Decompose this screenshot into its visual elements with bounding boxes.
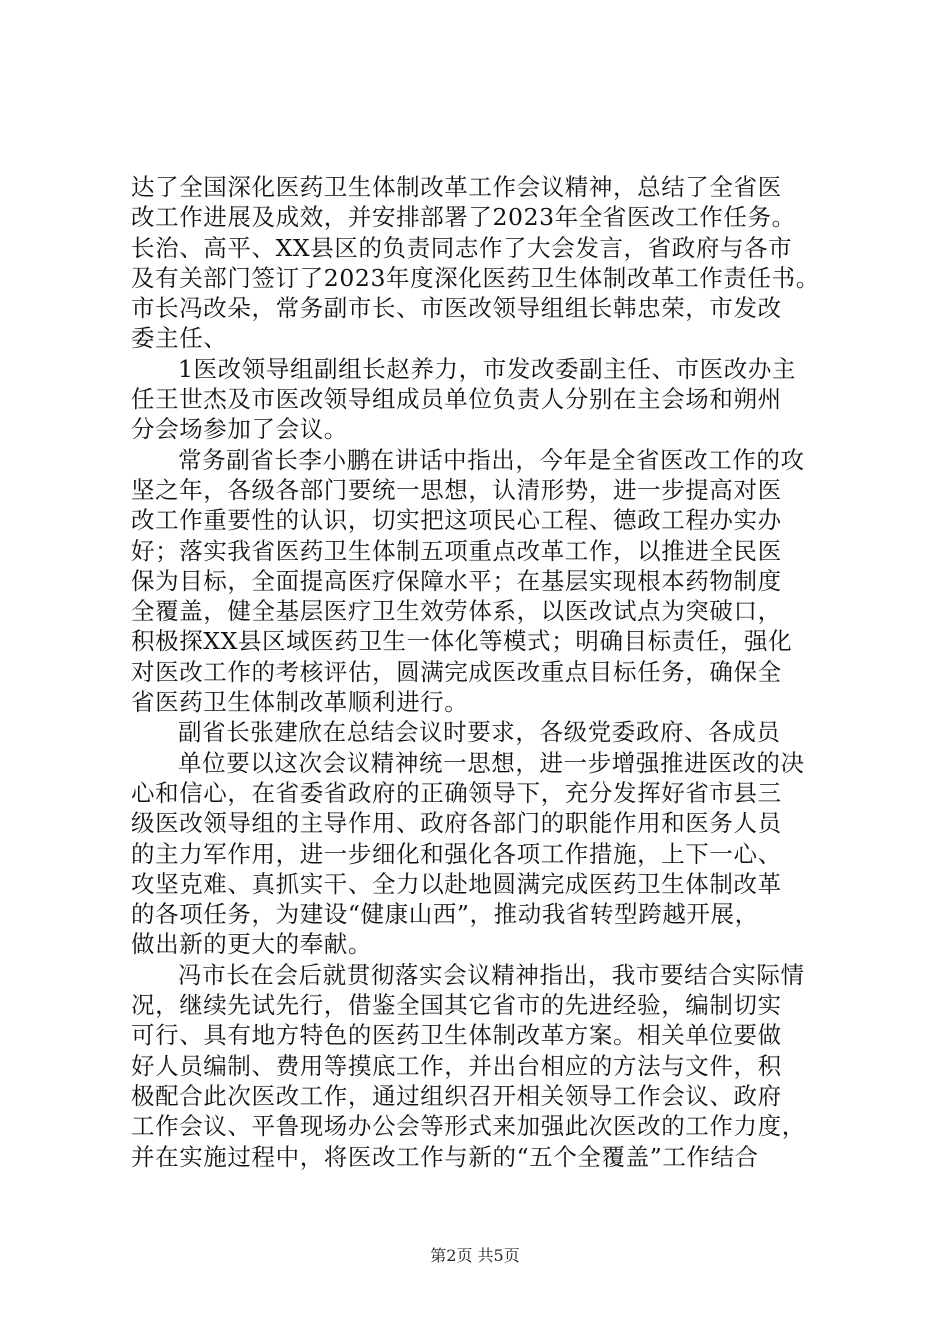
text-line: 好；落实我省医药卫生体制五项重点改革工作，以推进全民医 [131, 536, 782, 565]
text-line: 任王世杰及市医改领导组成员单位负责人分别在主会场和朔州 [131, 385, 782, 414]
page-footer [0, 1246, 950, 1266]
text-line: 改工作重要性的认识，切实把这项民心工程、德政工程办实办 [131, 506, 782, 535]
text-line: 保为目标，全面提高医疗保障水平；在基层实现根本药物制度 [131, 566, 782, 595]
text-line: 长治、高平、XX县区的负责同志作了大会发言，省政府与各市 [131, 233, 793, 262]
text-line: 的各项任务，为建设“健康山西”，推动我省转型跨越开展， [131, 900, 759, 929]
text-line: 及有关部门签订了2023年度深化医药卫生体制改革工作责任书。 [131, 263, 820, 292]
text-line: 常务副省长李小鹏在讲话中指出，今年是全省医改工作的攻 [178, 445, 805, 474]
text-line: 坚之年，各级各部门要统一思想，认清形势，进一步提高对医 [131, 475, 782, 504]
text-line: 积极探XX县区域医药卫生一体化等模式；明确目标责任，强化 [131, 627, 793, 656]
text-line: 工作会议、平鲁现场办公会等形式来加强此次医改的工作力度， [131, 1112, 806, 1141]
text-line: 副省长张建欣在总结会议时要求，各级党委政府、各成员 [178, 718, 781, 747]
text-line: 省医药卫生体制改革顺利进行。 [131, 688, 469, 717]
text-line: 达了全国深化医药卫生体制改革工作会议精神，总结了全省医 [131, 173, 782, 201]
text-line: 对医改工作的考核评估，圆满完成医改重点目标任务，确保全 [131, 657, 782, 686]
text-line: 攻坚克难、真抓实干、全力以赴地圆满完成医药卫生体制改革 [131, 869, 782, 898]
text-line: 做出新的更大的奉献。 [131, 930, 372, 959]
document-body [131, 172, 851, 1172]
text-line: 市长冯改朵，常务副市长、市医改领导组组长韩忠荣，市发改 [131, 294, 782, 323]
text-line: 分会场参加了会议。 [131, 415, 348, 444]
text-line: 改工作进展及成效，并安排部署了2023年全省医改工作任务。 [131, 203, 796, 232]
text-line: 况，继续先试先行，借鉴全国其它省市的先进经验，编制切实 [131, 991, 782, 1020]
text-line: 的主力军作用，进一步细化和强化各项工作措施，上下一心、 [131, 839, 782, 868]
text-line: 级医改领导组的主导作用、政府各部门的职能作用和医务人员 [131, 809, 782, 838]
text-line: 委主任、 [131, 324, 228, 353]
text-line: 单位要以这次会议精神统一思想，进一步增强推进医改的决 [178, 748, 805, 777]
text-line: 心和信心，在省委省政府的正确领导下，充分发挥好省市县三 [131, 778, 782, 807]
page-number: 第2页 共5页 [430, 1246, 520, 1265]
text-line: 好人员编制、费用等摸底工作，并出台相应的方法与文件，积 [131, 1051, 782, 1080]
text-line: 可行、具有地方特色的医药卫生体制改革方案。相关单位要做 [131, 1021, 782, 1050]
text-line: 冯市长在会后就贯彻落实会议精神指出，我市要结合实际情 [178, 960, 805, 989]
text-line: 并在实施过程中，将医改工作与新的“五个全覆盖”工作结合 [131, 1142, 759, 1171]
text-line: 全覆盖，健全基层医疗卫生效劳体系，以医改试点为突破口， [131, 597, 782, 626]
text-line: 极配合此次医改工作，通过组织召开相关领导工作会议、政府 [131, 1081, 782, 1110]
text-line: 1医改领导组副组长赵养力，市发改委副主任、市医改办主 [178, 354, 797, 383]
